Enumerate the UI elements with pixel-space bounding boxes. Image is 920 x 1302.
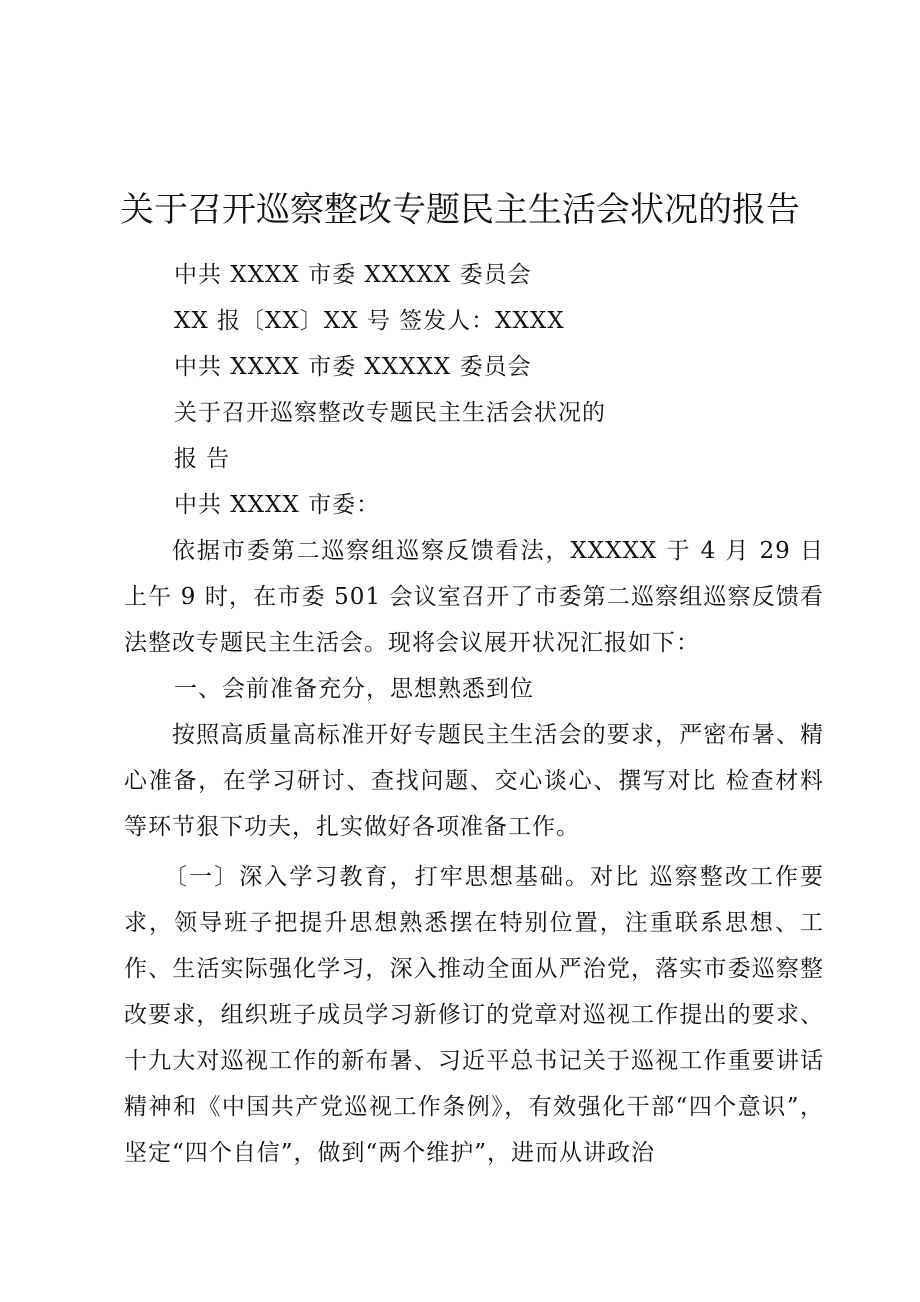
paragraph-preparation: 按照高质量高标准开好专题民主生活会的要求，严密布暑、精心准备，在学习研讨、查找问题、交心谈心、撰写对比 检查材料等环节狠下功夫，扎实做好各项准备工作。 bbox=[124, 722, 824, 840]
header-line-report: 报 告 bbox=[174, 446, 231, 472]
header-line-issuer-repeat: 中共 XXXX 市委 XXXXX 委员会 bbox=[174, 354, 532, 380]
section-heading-one: 一、会前准备充分，思想熟悉到位 bbox=[174, 676, 534, 702]
paragraph-intro: 依据市委第二巡察组巡察反馈看法，XXXXX 于 4 月 29 日上午 9 时，在市委 501 会议室召开了市委第二巡察组巡察反馈看法整改专题民主生活会。现将会议展开状况汇报如下： bbox=[124, 538, 824, 656]
header-line-subject: 关于召开巡察整改专题民主生活会状况的 bbox=[174, 400, 606, 426]
header-line-doc-number: XX 报〔XX〕XX 号 签发人：XXXX bbox=[174, 308, 565, 334]
paragraph-study-education: 〔一〕深入学习教育，打牢思想基础。对比 巡察整改工作要求，领导班子把提升思想熟悉摆在特别位置，注重联系思想、工作、生活实际强化学习，深入推动全面从严治党，落实市委巡察整改要求，组织班子成员学习新修订的党章对巡视工作提出的要求、十九大对巡视工作的新布暑、习近平总书记关于巡视工作重要讲话精神和《中国共产党巡视工作条例》，有效强化干部“四个意识”，坚定“四个自信”，做到“两个维护”，进而从讲政治 bbox=[124, 864, 824, 1166]
document-title: 关于召开巡察整改专题民主生活会状况的报告 bbox=[120, 190, 800, 230]
document-body bbox=[124, 252, 824, 1176]
header-line-issuer: 中共 XXXX 市委 XXXXX 委员会 bbox=[174, 262, 532, 288]
header-line-recipient: 中共 XXXX 市委： bbox=[174, 492, 381, 518]
